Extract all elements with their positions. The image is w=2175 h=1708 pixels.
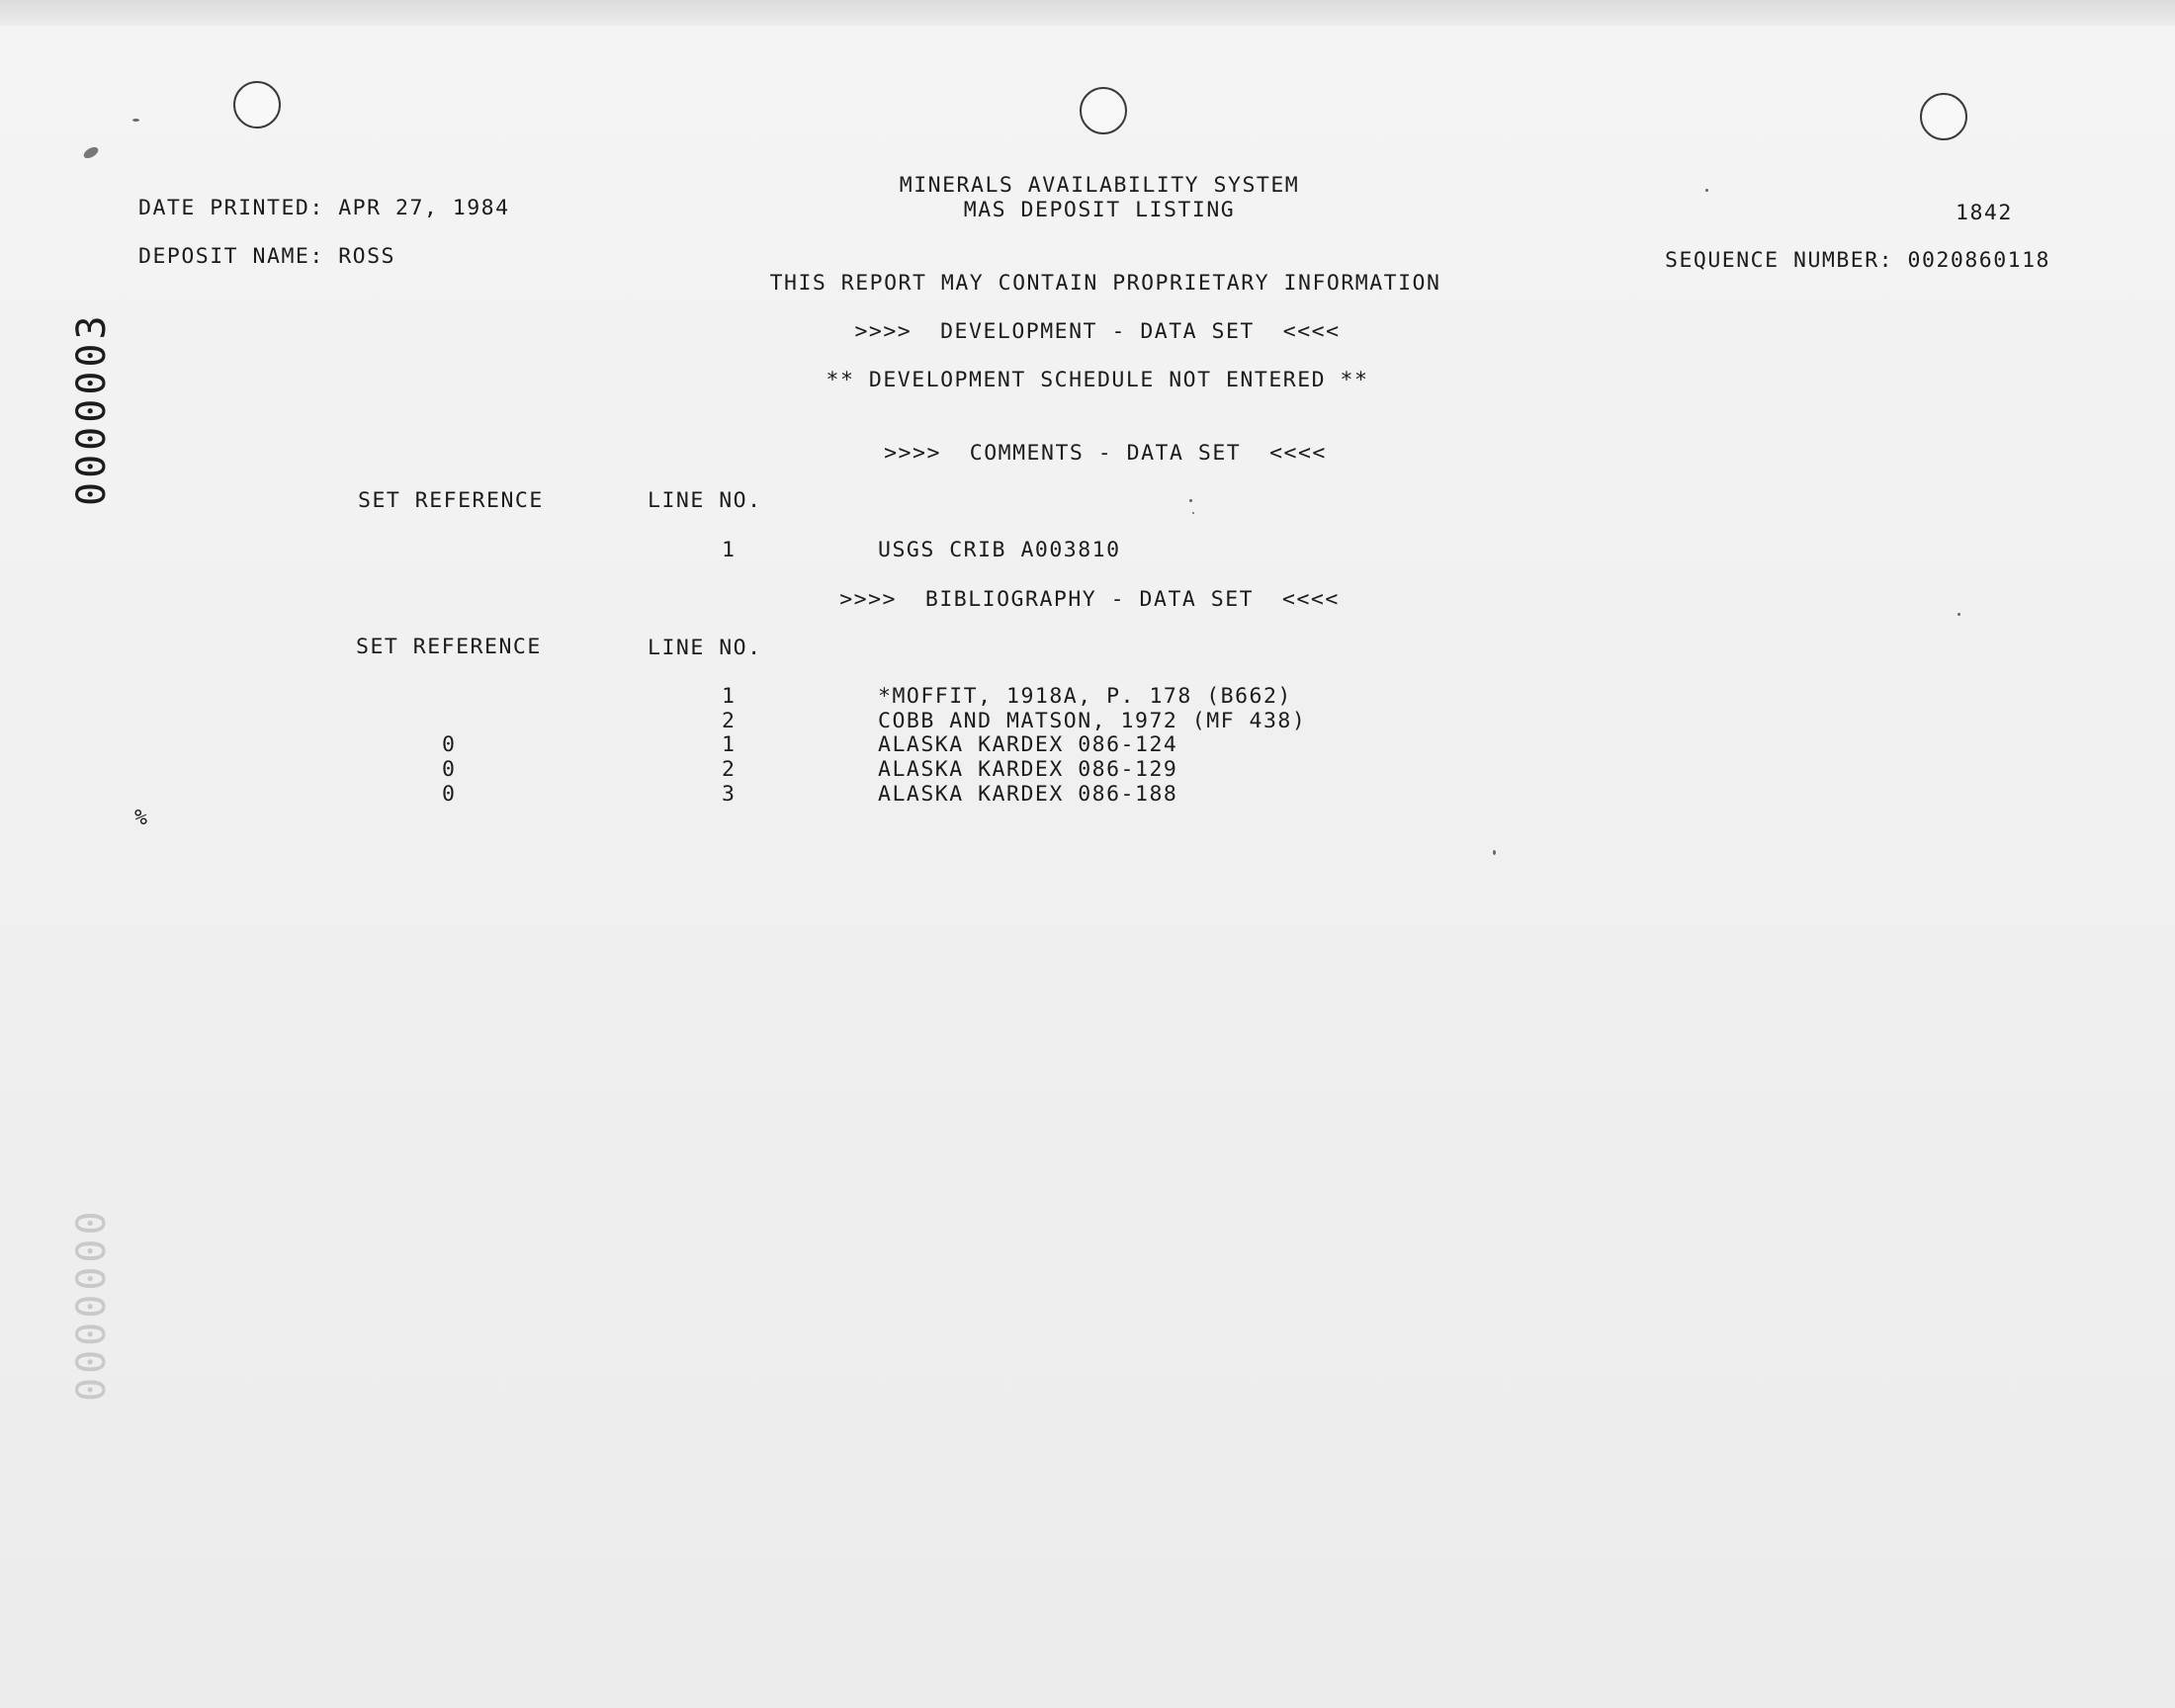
development-notice: ** DEVELOPMENT SCHEDULE NOT ENTERED ** bbox=[826, 368, 1369, 392]
date-printed: DATE PRINTED: APR 27, 1984 bbox=[138, 196, 510, 220]
system-title: MINERALS AVAILABILITY SYSTEM bbox=[899, 173, 1300, 198]
punch-hole-left bbox=[233, 81, 281, 128]
comments-text: USGS CRIB A003810 bbox=[878, 538, 1121, 562]
bibliography-section-title: >>>> BIBLIOGRAPHY - DATA SET <<<< bbox=[839, 587, 1340, 612]
bibliography-line-no: 1 bbox=[722, 732, 737, 757]
comments-col-line-no: LINE NO. bbox=[648, 488, 762, 513]
bibliography-line-no: 2 bbox=[722, 757, 737, 782]
bibliography-text: COBB AND MATSON, 1972 (MF 438) bbox=[878, 709, 1307, 733]
bibliography-text: *MOFFIT, 1918A, P. 178 (B662) bbox=[878, 684, 1292, 709]
bibliography-text: ALASKA KARDEX 086-188 bbox=[878, 782, 1178, 807]
bibliography-set-ref: 0 bbox=[442, 782, 457, 807]
bibliography-col-set-reference: SET REFERENCE bbox=[356, 635, 542, 659]
bibliography-line-no: 2 bbox=[722, 709, 737, 733]
paper-speck bbox=[1958, 613, 1960, 616]
comments-section-title: >>>> COMMENTS - DATA SET <<<< bbox=[884, 441, 1327, 466]
listing-title: MAS DEPOSIT LISTING bbox=[963, 198, 1236, 222]
development-section-title: >>>> DEVELOPMENT - DATA SET <<<< bbox=[854, 319, 1341, 344]
sequence-number: SEQUENCE NUMBER: 0020860118 bbox=[1665, 248, 2050, 273]
paper-speck bbox=[1192, 512, 1194, 514]
bibliography-line-no: 1 bbox=[722, 684, 737, 709]
punch-hole-center bbox=[1080, 87, 1127, 134]
bibliography-set-ref: 0 bbox=[442, 732, 457, 757]
paper-speck bbox=[1189, 499, 1192, 502]
paper-speck bbox=[82, 145, 100, 161]
side-stamp-faint: 0000000 bbox=[69, 1207, 115, 1402]
paper-speck bbox=[1493, 850, 1496, 855]
punch-hole-right bbox=[1920, 93, 1967, 140]
deposit-name: DEPOSIT NAME: ROSS bbox=[138, 244, 395, 269]
bibliography-text: ALASKA KARDEX 086-129 bbox=[878, 757, 1178, 782]
side-stamp: 0000003 bbox=[69, 311, 115, 506]
proprietary-notice: THIS REPORT MAY CONTAIN PROPRIETARY INFORMATION bbox=[769, 271, 1441, 296]
comments-line-no: 1 bbox=[722, 538, 737, 562]
bibliography-line-no: 3 bbox=[722, 782, 737, 807]
page-top-edge bbox=[0, 0, 2175, 26]
page-number: 1842 bbox=[1956, 201, 2013, 225]
footer-mark: % bbox=[134, 806, 149, 830]
comments-col-set-reference: SET REFERENCE bbox=[358, 488, 544, 513]
bibliography-text: ALASKA KARDEX 086-124 bbox=[878, 732, 1178, 757]
paper-speck bbox=[1705, 189, 1708, 192]
bibliography-col-line-no: LINE NO. bbox=[648, 636, 762, 660]
paper-speck bbox=[132, 119, 139, 122]
bibliography-set-ref: 0 bbox=[442, 757, 457, 782]
